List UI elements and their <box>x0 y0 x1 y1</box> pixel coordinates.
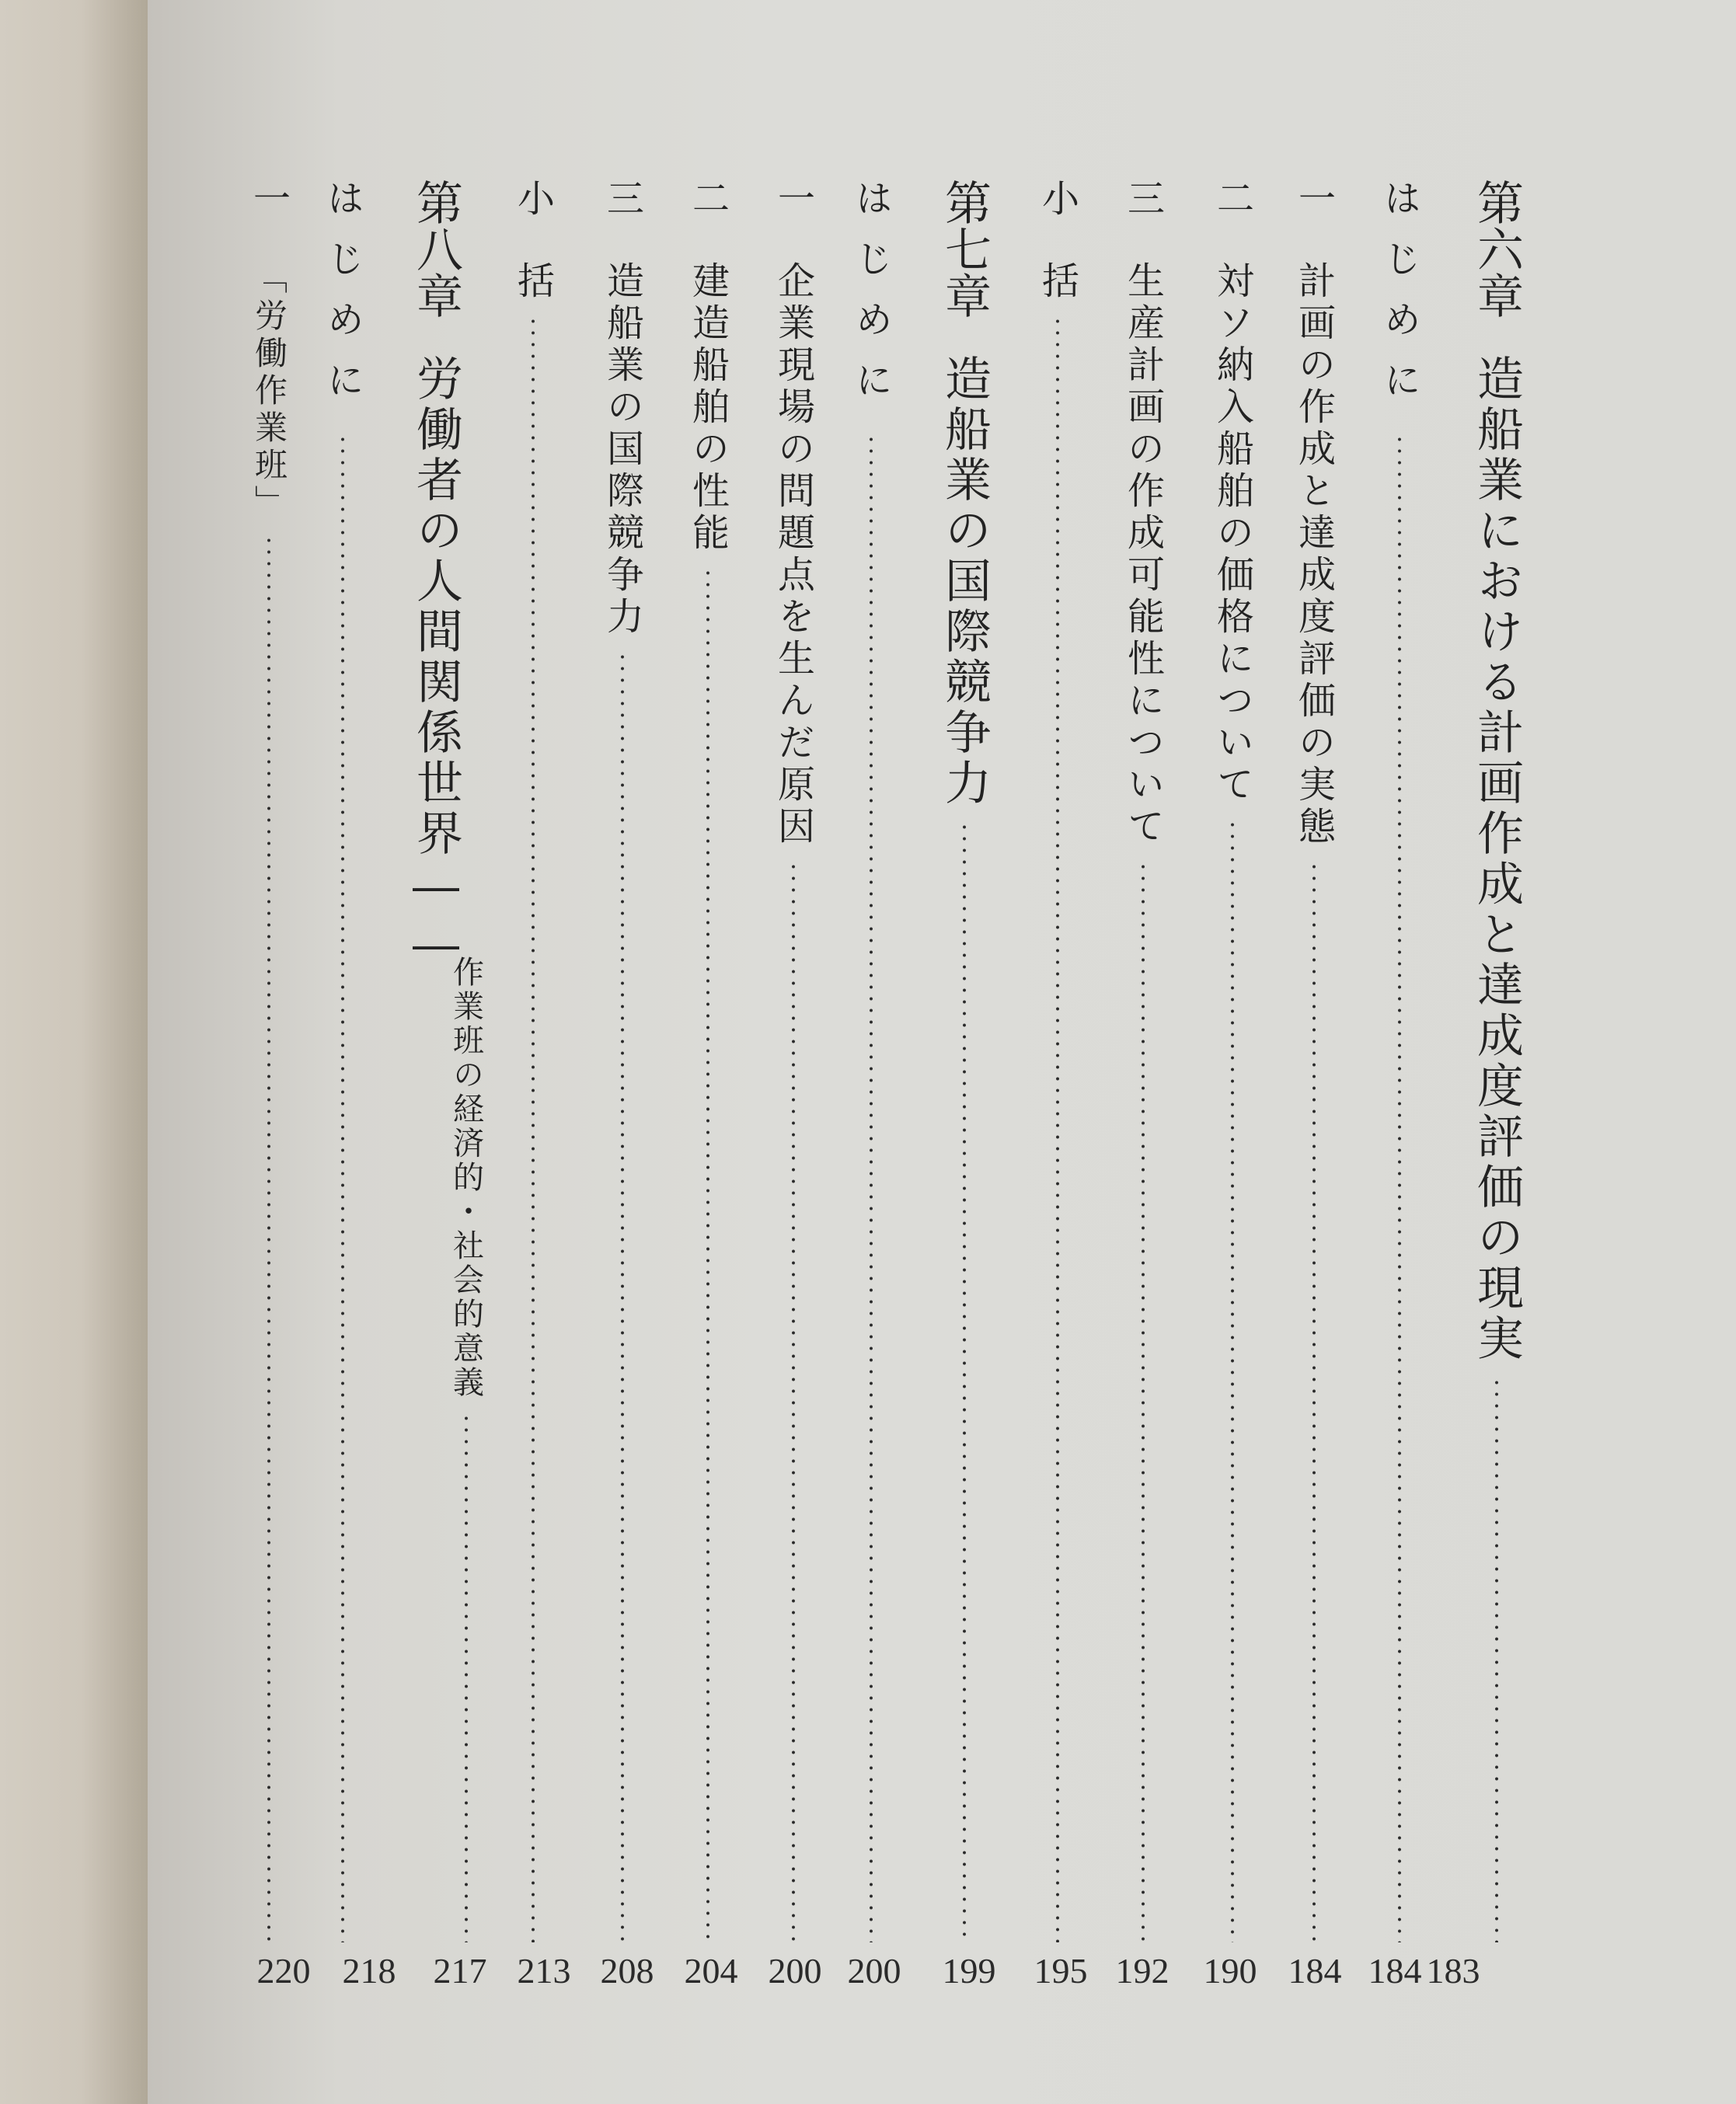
dot-leader <box>465 1413 468 1942</box>
dot-leader <box>792 861 795 1942</box>
toc-section <box>1278 179 1350 1942</box>
page-number: 192 <box>1115 1951 1170 1991</box>
dot-leader <box>1142 861 1145 1942</box>
section-title: 企業現場の問題点を生んだ原因 <box>771 261 815 848</box>
toc-section <box>1107 179 1179 1942</box>
toc-section <box>1197 179 1268 1942</box>
section-title: 建造船舶の性能 <box>685 261 730 555</box>
page-number: 220 <box>256 1951 311 1991</box>
chapter-number: 第七章 <box>937 179 992 319</box>
section-title: 括 <box>1035 261 1079 303</box>
section-number: 小 <box>511 179 555 216</box>
page-number: 200 <box>768 1951 822 1991</box>
toc-chapter-7 <box>929 179 1000 1942</box>
section-number: 三 <box>1121 179 1165 216</box>
section-title: 生産計画の作成可能性について <box>1121 261 1165 848</box>
toc-chapter-8-subtitle <box>435 956 497 1942</box>
dot-leader <box>341 434 344 1942</box>
section-number: 一 <box>246 179 291 216</box>
dot-leader <box>963 821 966 1942</box>
chapter-title: 造船業の国際競争力 <box>937 354 992 809</box>
dot-leader <box>706 567 709 1942</box>
page-number: 217 <box>433 1951 487 1991</box>
chapter-subtitle: 作業班の経済的・社会的意義 <box>448 956 484 1400</box>
dot-leader <box>1312 861 1316 1942</box>
page-number: 199 <box>942 1951 996 1991</box>
dot-leader <box>267 535 270 1942</box>
dot-leader <box>621 651 624 1942</box>
section-title: はじめに <box>1377 179 1421 421</box>
page-number: 184 <box>1368 1951 1422 1991</box>
dot-leader <box>870 434 873 1942</box>
dot-leader <box>1398 434 1401 1942</box>
chapter-number: 第八章 <box>409 179 463 319</box>
page-number: 218 <box>342 1951 396 1991</box>
section-title: はじめに <box>320 179 364 421</box>
toc-intro <box>1364 179 1435 1942</box>
section-number: 一 <box>1292 179 1336 216</box>
toc-section <box>672 179 744 1942</box>
chapter-number: 第六章 <box>1469 179 1524 319</box>
section-number: 二 <box>1210 179 1254 216</box>
toc-chapter-6 <box>1461 179 1532 1942</box>
page-number: 200 <box>847 1951 901 1991</box>
section-title: 計画の作成と達成度評価の実態 <box>1292 261 1336 848</box>
toc-section <box>587 179 658 1942</box>
toc-section <box>497 179 569 1942</box>
page-number: 183 <box>1426 1951 1480 1991</box>
chapter-title: 造船業における計画作成と達成度評価の現実 <box>1469 354 1524 1364</box>
page-number: 204 <box>684 1951 738 1991</box>
section-title: 造船業の国際競争力 <box>600 261 644 639</box>
section-number: 一 <box>771 179 815 216</box>
page-number: 190 <box>1203 1951 1257 1991</box>
dot-leader <box>1495 1377 1498 1942</box>
toc-section <box>1022 179 1093 1942</box>
dot-leader <box>532 315 535 1942</box>
dot-leader <box>1231 819 1234 1942</box>
dot-leader <box>1056 315 1059 1942</box>
page-number: 208 <box>600 1951 654 1991</box>
toc-section <box>758 179 829 1942</box>
page-number: 195 <box>1034 1951 1088 1991</box>
toc-section <box>233 179 305 1942</box>
page-number: 184 <box>1288 1951 1342 1991</box>
chapter-title: 労働者の人間関係世界―― <box>409 354 463 976</box>
section-number: 小 <box>1035 179 1079 216</box>
section-title: 「労働作業班」 <box>250 261 288 522</box>
toc-intro <box>835 179 907 1942</box>
page-number: 213 <box>517 1951 571 1991</box>
section-number: 三 <box>600 179 644 216</box>
section-number: 二 <box>685 179 730 216</box>
section-title: はじめに <box>849 179 893 421</box>
section-title: 対ソ納入船舶の価格について <box>1210 261 1254 806</box>
toc-intro <box>307 179 378 1942</box>
section-title: 括 <box>511 261 555 303</box>
